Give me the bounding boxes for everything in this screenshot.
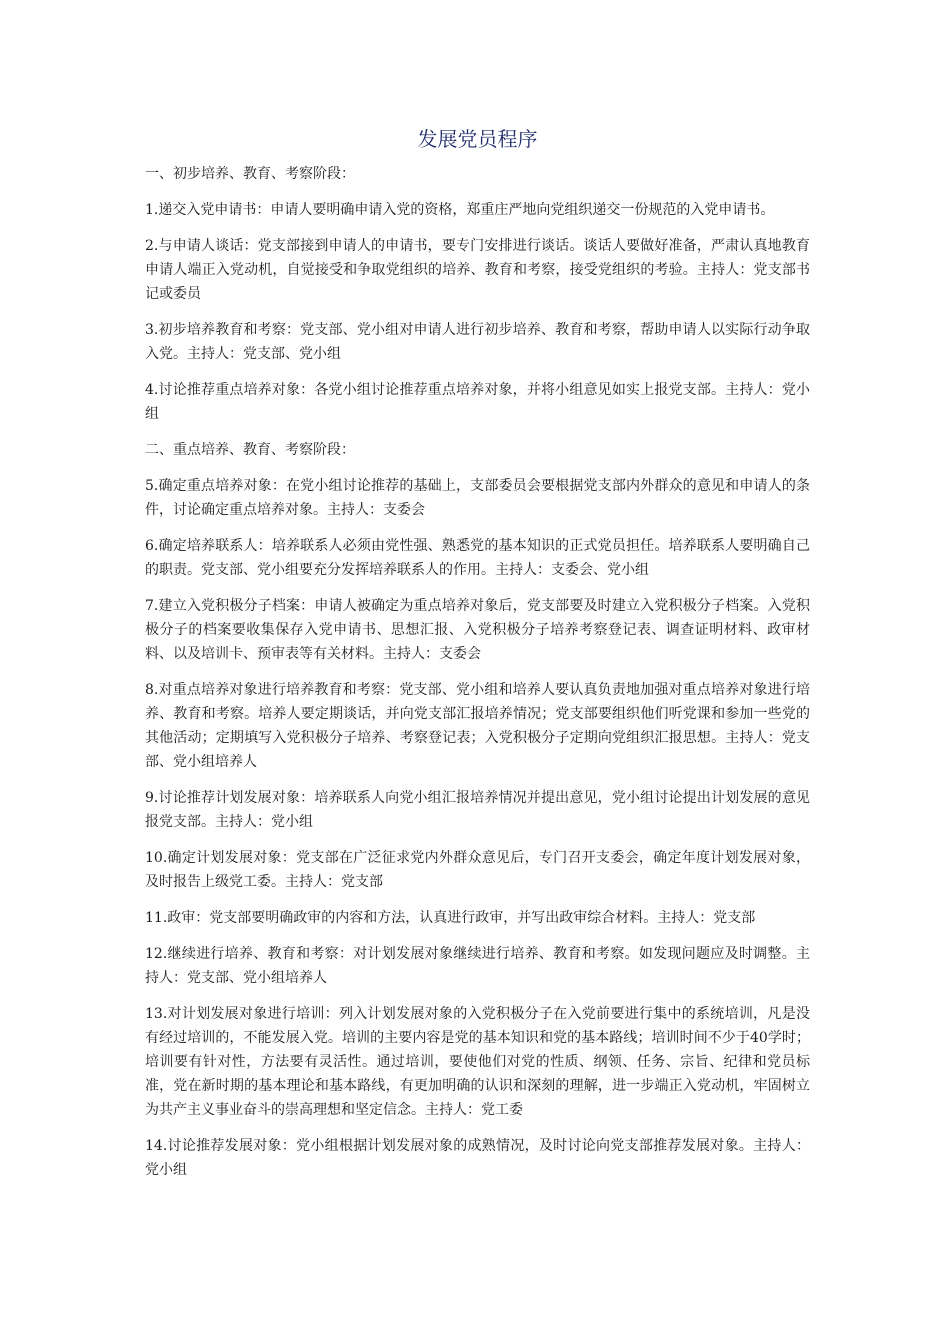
step-12-paragraph: 12.继续进行培养、教育和考察：对计划发展对象继续进行培养、教育和考察。如发现问题应及时调整。主持人：党支部、党小组培养人 xyxy=(145,946,810,986)
page-title: 发展党员程序 xyxy=(417,127,538,151)
step-3-paragraph: 3.初步培养教育和考察：党支部、党小组对申请人进行初步培养、教育和考察，帮助申请人以实际行动争取入党。主持人：党支部、党小组 xyxy=(145,322,810,362)
step-13-paragraph: 13.对计划发展对象进行培训：列入计划发展对象的入党积极分子在入党前要进行集中的系统培训，凡是没有经过培训的，不能发展入党。培训的主要内容是党的基本知识和党的基本路线；培训时间不少于40学时；培训要有针对性，方法要有灵活性。通过培训，要使他们对党的性质、纲领、任务、宗旨、纪律和党员标准，党在新时期的基本理论和基本路线，有更加明确的认识和深刻的理解，进一步端正入党动机，牢固树立为共产主义事业奋斗的崇高理想和坚定信念。主持人：党工委 xyxy=(145,1006,810,1118)
section-heading-2: 二、重点培养、教育、考察阶段： xyxy=(145,442,355,458)
document-body xyxy=(145,124,810,1194)
step-11-paragraph: 11.政审：党支部要明确政审的内容和方法，认真进行政审，并写出政审综合材料。主持人：党支部 xyxy=(145,910,756,926)
step-1-paragraph: 1.递交入党申请书：申请人要明确申请入党的资格，郑重庄严地向党组织递交一份规范的入党申请书。 xyxy=(145,202,775,218)
step-7-paragraph: 7.建立入党积极分子档案：申请人被确定为重点培养对象后，党支部要及时建立入党积极分子档案。入党积极分子的档案要收集保存入党申请书、思想汇报、入党积极分子培养考察登记表、调查证明材料、政审材料、以及培训卡、预审表等有关材料。主持人：支委会 xyxy=(145,598,810,662)
step-10-paragraph: 10.确定计划发展对象：党支部在广泛征求党内外群众意见后，专门召开支委会，确定年度计划发展对象，及时报告上级党工委。主持人：党支部 xyxy=(145,850,810,890)
step-5-paragraph: 5.确定重点培养对象：在党小组讨论推荐的基础上，支部委员会要根据党支部内外群众的意见和申请人的条件，讨论确定重点培养对象。主持人：支委会 xyxy=(145,478,810,518)
step-14-paragraph: 14.讨论推荐发展对象：党小组根据计划发展对象的成熟情况，及时讨论向党支部推荐发展对象。主持人：党小组 xyxy=(145,1138,810,1178)
section-heading-1: 一、初步培养、教育、考察阶段： xyxy=(145,166,355,182)
step-4-paragraph: 4.讨论推荐重点培养对象：各党小组讨论推荐重点培养对象，并将小组意见如实上报党支部。主持人：党小组 xyxy=(145,382,810,422)
step-6-paragraph: 6.确定培养联系人：培养联系人必须由党性强、熟悉党的基本知识的正式党员担任。培养联系人要明确自己的职责。党支部、党小组要充分发挥培养联系人的作用。主持人：支委会、党小组 xyxy=(145,538,810,578)
step-8-paragraph: 8.对重点培养对象进行培养教育和考察：党支部、党小组和培养人要认真负责地加强对重点培养对象进行培养、教育和考察。培养人要定期谈话，并向党支部汇报培养情况；党支部要组织他们听党课和参加一些党的其他活动；定期填写入党积极分子培养、考察登记表；入党积极分子定期向党组织汇报思想。主持人：党支部、党小组培养人 xyxy=(145,682,810,770)
step-9-paragraph: 9.讨论推荐计划发展对象：培养联系人向党小组汇报培养情况并提出意见，党小组讨论提出计划发展的意见报党支部。主持人：党小组 xyxy=(145,790,810,830)
step-2-paragraph: 2.与申请人谈话：党支部接到申请人的申请书，要专门安排进行谈话。谈话人要做好准备，严肃认真地教育申请人端正入党动机，自觉接受和争取党组织的培养、教育和考察，接受党组织的考验。主持人：党支部书记或委员 xyxy=(145,238,810,302)
